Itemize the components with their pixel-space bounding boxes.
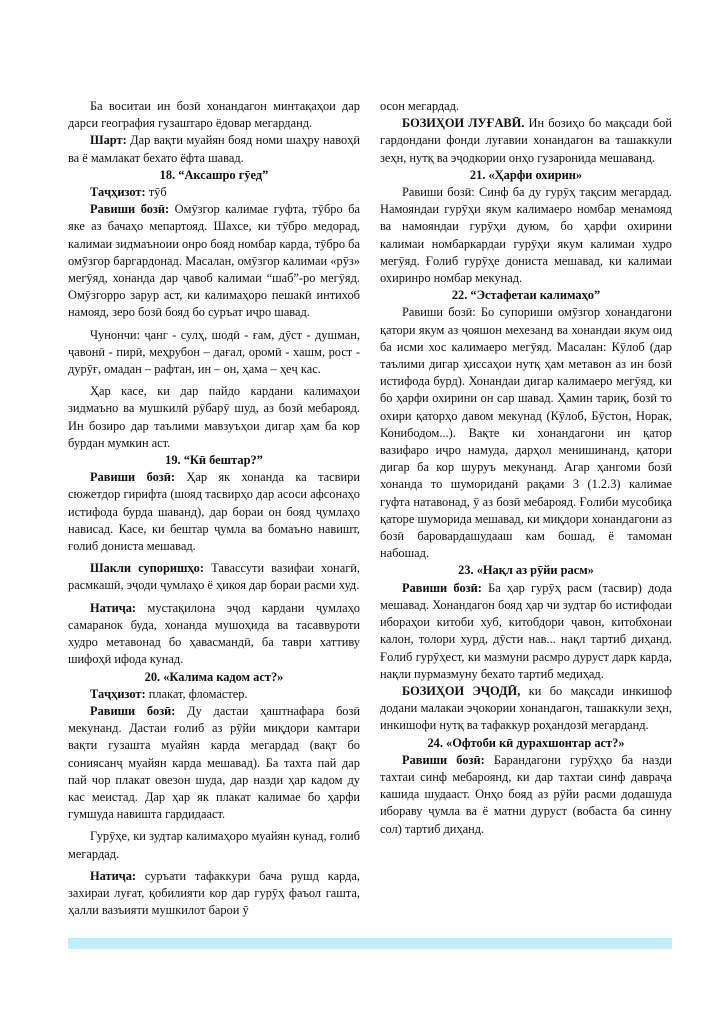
section-heading-21: 21. «Ҳарфи охирин» (469, 167, 583, 182)
paragraph-text: Ин бозиҳо бо мақсади бой гардондани фонди луғавии хонандагон ва ташаккули зеҳн, нутқ ва эҷодкории онҳо гузаронида мешаванд. (380, 116, 672, 165)
paragraph (380, 683, 672, 735)
paragraph (68, 868, 360, 920)
paragraph-text: Ду дастаи ҳаштнафара бозӣ мекунанд. Дастаи ғолиб аз рӯйи миқдори камтари вақти гузашта муайян карда мегардад (вақт бо сониясанҷ муайян карда мешавад). Ба тахта пай дар пай чор плакат овезон шуда, дар назди ҳар кадом ду кас меистад. Дар ҳар як плакат калимае бо ҳарфи гумшуда навишта гардидааст. (68, 703, 360, 822)
paragraph-text: Омӯзгор калимае гуфта, тӯбро ба яке аз бачаҳо мепартояд. Шахсе, ки тӯбро медорад, калимаи зидмаъноии онро бояд номбар карда, тӯбро ба омӯзгор баргардонад. Масалан, омӯзгор калимаи «рӯз» мегӯяд, хонанда дар ҷавоб калимаи “шаб”-ро мегӯяд. Омӯзгорро зарур аст, ки калимаҳоро пешакӣ интихоб намояд, зеро бозӣ бояд бо суръат иҷро шавад. (68, 202, 361, 320)
section-heading-24: 24. «Офтоби кӣ дурахшонтар аст?» (427, 735, 625, 750)
paragraph-text: Дар вақти муайян бояд номи шаҳру навоҳӣ ва ё мамлакат бехато ёфта шавад. (68, 133, 360, 165)
paragraph (68, 560, 360, 594)
paragraph (68, 132, 360, 166)
section-heading-22: 22. “Эстафетаи калимаҳо” (451, 288, 601, 303)
paragraph-label: Таҷҳизот: (90, 686, 146, 701)
paragraph-text: ки бо мақсади инкишоф додани малакаи эҷокории хонандагон, ташаккули зеҳн, инкишофи нутқ ва тафаккур роҳандозӣ мегарданд. (380, 683, 672, 733)
paragraph-label: БОЗИҲОИ ЛУҒАВӢ. (402, 116, 525, 131)
paragraph-label: БОЗИҲОИ ЭҶОДӢ, (402, 683, 521, 698)
document-page (68, 98, 672, 918)
paragraph-label: Таҷҳизот: (90, 185, 146, 200)
paragraph-text: мустақилона эҷод кардани ҷумлаҳо самаранок буда, хонанда мушоҳида ва тасаввуроти худро метавонад бо ҳавасмандӣ, ба таври хаттиву шифоҳӣ ифода кунад. (68, 600, 360, 667)
section-heading-18: 18. “Аксашро гӯед” (159, 167, 269, 182)
paragraph (68, 469, 360, 555)
paragraph-text: плакат, фломастер. (145, 686, 248, 701)
paragraph: Ҳар касе, ки дар пайдо кардани калимаҳои зидмаъно ва мушкилӣ рӯбарӯ шуд, аз бозӣ мебарояд. Ин бозиро дар таълими мавзуъҳои дигар ҳам ба кор бурдан мумкин аст. (68, 384, 360, 450)
paragraph-label: Равиши бозӣ: (402, 752, 485, 767)
paragraph-label: Равиши бозӣ: (90, 470, 176, 485)
paragraph-text: тӯб (145, 185, 167, 200)
section-heading-19: 19. “Кӣ бештар?” (165, 453, 263, 468)
paragraph-text: Ҳар як хонанда ка тасвири сюжетдор гирифта (шояд тасвирҳо дар асоси афсонаҳо истифода бурда шаванд), дар бораи он бояд ҷумлаҳо нависад. Касе, ки бештар ҷумла ва бомаъно навишт, ғолиб дониста мешавад. (68, 470, 360, 554)
paragraph (68, 201, 360, 321)
paragraph-label: Равиши бозӣ: (90, 703, 176, 718)
footer-bar (68, 938, 672, 949)
paragraph (68, 686, 360, 703)
paragraph (380, 115, 672, 167)
paragraph: осон мегардад. (380, 99, 460, 113)
paragraph-label: Натиҷа: (90, 600, 137, 615)
paragraph: Равиши бозӣ: Бо супориши омӯзгор хонандагони қатори якум аз ҷояшон мехезанд ва хонандаи якум оид ба исми хос калимаеро мегӯяд. Масалан: Кӯлоб (дар таълими дигар ҳиссаҳои нутқ ҳам метавон аз ин бозӣ истифода бурд). Хонандаи дигар калимаеро мегӯяд, ки бо ҳарфи охирини он сар шавад. Ҳамин тариқ, бозӣ то охири қаторҳо давом мекунад (Кӯлоб, Бӯстон, Норак, Конибодом...). Вақте ки хонандагони ин қатор вазифаро иҷро намуда, дарҳол менишинанд, қатори дигар ба кор шуруъ мекунанд. Агар ҳангоми бозӣ хонанда то шумориданӣ рақами 3 (1.2.3) калимае гуфта натавонад, ӯ аз бозӣ мебарояд. Ғолиби мусобиқа қаторе шуморида мешавад, ки миқдори хонандагони аз бозӣ баровардашудааш кам бошад, ё тамоман набошад. (380, 305, 672, 561)
paragraph (68, 600, 360, 669)
paragraph-text: Ба ҳар гурӯҳ расм (тасвир) дода мешавад. Хонандагон бояд ҳар чи зудтар бо истифодаи ибораҳои китоби хуб, китобдори ҷавон, китобхонаи калон, толори хурд, дӯсти нав... нақл тартиб диҳанд. Ғолиб гурӯҳест, ки мазмуни расмро дуруст дарк карда, нақли пурмазмуну бехато тартиб медиҳад. (380, 580, 673, 681)
right-column (380, 98, 672, 918)
paragraph-label: Равиши бозӣ: (402, 580, 482, 595)
section-heading-20: 20. «Калима кадом аст?» (144, 669, 284, 684)
paragraph-label: Шарт: (90, 133, 127, 148)
paragraph-text: Барандагони гурӯҳҳо ба назди тахтаи синф мебароянд, ки дар тахтаи синф давраҷа кашида шудааст. Онҳо бояд аз рӯйи расми додашуда ибораву ҷумла ва ё матни дуруст (вобаста ба синну сол) тартиб диҳанд. (380, 752, 672, 836)
paragraph: Гурӯҳе, ки зудтар калимаҳоро муайян кунад, ғолиб мегардад. (68, 829, 360, 861)
left-column (68, 98, 360, 918)
section-heading-23: 23. «Нақл аз рӯйи расм» (458, 563, 594, 578)
paragraph-text: Тавассути вазифаи хонагӣ, расмкашӣ, эҷоди ҷумлаҳо ё ҳикоя дар бораи расми худ. (68, 561, 360, 593)
paragraph (68, 184, 360, 201)
paragraph-label: Равиши бозӣ: (90, 202, 170, 217)
paragraph-text: суръати тафаккури бача рушд карда, захираи луғат, қобилияти кор дар гурӯҳ фаъол гашта, ҳалли вазъияти мушкилот барои ӯ (68, 868, 360, 918)
paragraph: Ба воситаи ин бозӣ хонандагон минтақаҳои дар дарси география гузаштаро ёдовар мегарданд. (68, 99, 360, 131)
paragraph (380, 752, 672, 838)
paragraph (380, 580, 672, 683)
paragraph: Чунончи: ҷанг - сулҳ, шодӣ - ғам, дӯст - душман, ҷавонӣ - пирӣ, меҳрубон – дағал, оромӣ - хашм, рост - дурӯғ, омадан – рафтан, ин – он, ҳама – ҳеҷ кас. (68, 327, 360, 377)
paragraph (68, 703, 360, 823)
paragraph-label: Шакли супоришҳо: (90, 561, 204, 576)
paragraph: Равиши бозӣ: Синф ба ду гурӯҳ тақсим мегардад. Намояндаи гурӯҳи якум калимаеро номбар менамояд ва намояндаи гурӯҳи дуюм, бо ҳарфи охирини калимаи номбаркардаи гурӯҳи якум калимаи худро мегӯяд. Ғолиб гурӯҳе дониста мешавад, ки калимаи охиринро номбар мекунад. (380, 185, 672, 286)
paragraph-label: Натиҷа: (90, 868, 137, 883)
